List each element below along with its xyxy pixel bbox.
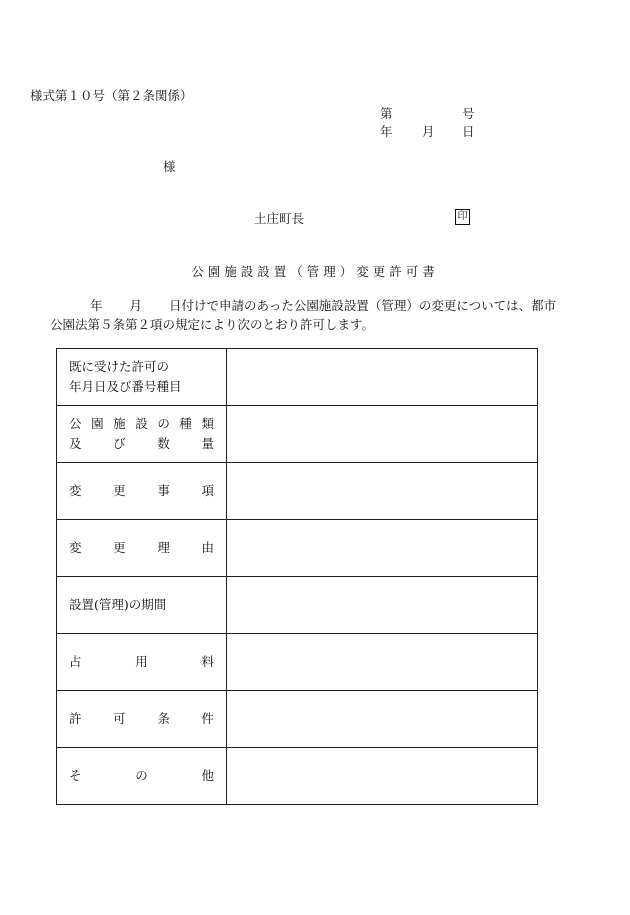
row-value-changes[interactable] bbox=[227, 463, 538, 520]
label-line: 占 用 料 bbox=[69, 654, 214, 669]
row-value-other[interactable] bbox=[227, 748, 538, 805]
body-text-line-1 bbox=[90, 296, 556, 314]
row-label-conditions bbox=[57, 691, 227, 748]
label-line: 変 更 事 項 bbox=[69, 483, 214, 498]
number-prefix: 第 bbox=[380, 106, 393, 121]
seal-mark: 印 bbox=[455, 209, 470, 225]
label-line: 公 園 施 設 の 種 類 bbox=[69, 416, 214, 431]
label-line: そ の 他 bbox=[69, 768, 214, 783]
table-row bbox=[57, 406, 538, 463]
label-line: 設置(管理)の期間 bbox=[69, 597, 167, 612]
row-value-facility-type[interactable] bbox=[227, 406, 538, 463]
table-row bbox=[57, 577, 538, 634]
label-line: 年月日及び番号種目 bbox=[69, 379, 182, 394]
row-label-fee bbox=[57, 634, 227, 691]
table-row bbox=[57, 520, 538, 577]
row-value-prior-permit[interactable] bbox=[227, 349, 538, 406]
number-suffix: 号 bbox=[462, 106, 475, 121]
label-line: 既に受けた許可の bbox=[69, 359, 170, 374]
row-label-other bbox=[57, 748, 227, 805]
row-value-reason[interactable] bbox=[227, 520, 538, 577]
row-value-period[interactable] bbox=[227, 577, 538, 634]
table-row bbox=[57, 349, 538, 406]
addressee-suffix: 様 bbox=[163, 159, 176, 174]
body-line1-rest: 日付けで申請のあった公園施設設置（管理）の変更については、都市 bbox=[169, 298, 557, 313]
date-day: 日 bbox=[462, 124, 475, 139]
document-title: 公園施設設置（管理）変更許可書 bbox=[191, 264, 439, 279]
row-label-facility-type bbox=[57, 406, 227, 463]
table-row bbox=[57, 748, 538, 805]
body-month: 月 bbox=[129, 298, 143, 313]
body-text-line-2: 公園法第５条第２項の規定により次のとおり許可します。 bbox=[50, 317, 375, 332]
row-label-period bbox=[57, 577, 227, 634]
body-year: 年 bbox=[90, 298, 103, 313]
row-value-fee[interactable] bbox=[227, 634, 538, 691]
table-row bbox=[57, 634, 538, 691]
label-line: 及 び 数 量 bbox=[69, 436, 214, 451]
date-month: 月 bbox=[422, 124, 435, 139]
table-row bbox=[57, 691, 538, 748]
table-row bbox=[57, 463, 538, 520]
row-value-conditions[interactable] bbox=[227, 691, 538, 748]
form-number: 様式第１０号（第２条関係） bbox=[30, 88, 193, 103]
label-line: 変 更 理 由 bbox=[69, 540, 214, 555]
issuer-name: 土庄町長 bbox=[254, 211, 305, 226]
row-label-prior-permit bbox=[57, 349, 227, 406]
row-label-changes bbox=[57, 463, 227, 520]
row-label-reason bbox=[57, 520, 227, 577]
date-year: 年 bbox=[380, 124, 393, 139]
label-line: 許 可 条 件 bbox=[69, 711, 214, 726]
permit-details-table bbox=[56, 348, 538, 805]
